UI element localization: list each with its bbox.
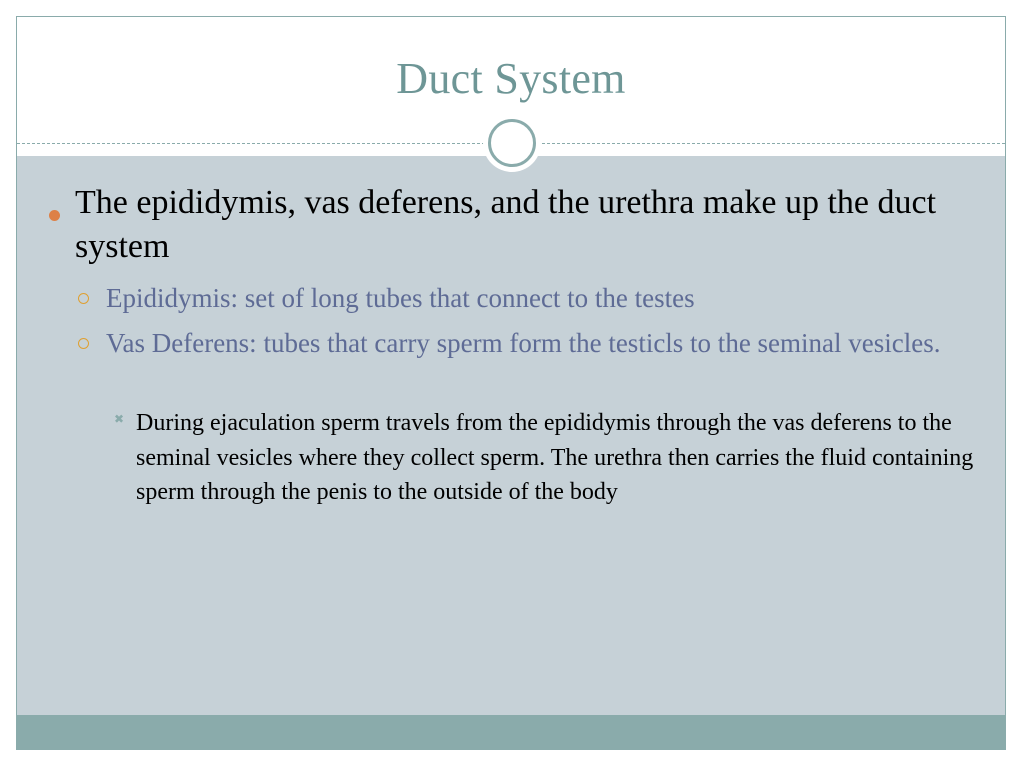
ring-inner (488, 119, 536, 167)
bullet-level2-vas-deferens: Vas Deferens: tubes that carry sperm form the testicls to the seminal vesicles. (106, 328, 941, 358)
hollow-circle-bullet-icon (78, 293, 89, 304)
slide-title: Duct System (396, 54, 626, 103)
slide (16, 16, 1006, 750)
ring-ornament-icon (483, 114, 541, 172)
bullet-level2-epididymis: Epididymis: set of long tubes that connect to the testes (106, 283, 695, 313)
x-mark-bullet-icon: ✖ (114, 412, 125, 426)
bullet-level3-ejaculation: During ejaculation sperm travels from the epididymis through the vas deferens to the seminal vesicles where they collect sperm. The urethra then carries the fluid containing sperm through the penis to the outside of the body (136, 410, 974, 505)
footer-bar (17, 715, 1005, 749)
filled-circle-bullet-icon (49, 210, 60, 221)
hollow-circle-bullet-icon (78, 338, 89, 349)
bullet-level1: The epididymis, vas deferens, and the urethra make up the duct system (75, 184, 937, 265)
